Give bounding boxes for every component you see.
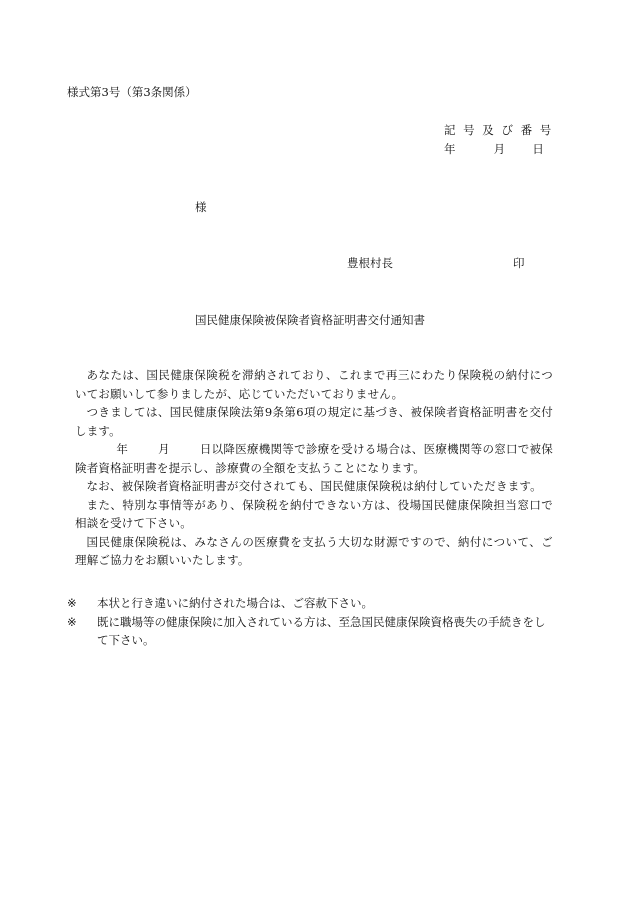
notice-body bbox=[75, 366, 553, 570]
issue-date bbox=[444, 141, 544, 157]
full-payment-text: 日以降医療機関等で診療を受ける場合は、医療機関等の窓口で被保険者資格証明書を提示し、診療費の全額を支払うことになります。 bbox=[75, 442, 554, 475]
seal-mark: 印 bbox=[513, 256, 525, 270]
addressee-suffix: 様 bbox=[195, 200, 207, 214]
sender-name: 豊根村長 bbox=[347, 256, 393, 270]
document-title: 国民健康保険被保険者資格証明書交付通知書 bbox=[195, 313, 425, 327]
date-year: 年 bbox=[444, 142, 456, 156]
paragraph-tax-obligation: なお、被保険者資格証明書が交付されても、国民健康保険税は納付していただきます。 bbox=[86, 479, 542, 493]
effective-year: 年 bbox=[116, 442, 129, 456]
reference-number-label: 記 号 及 び 番 号 bbox=[444, 123, 554, 137]
note-item bbox=[67, 594, 553, 613]
notes-list bbox=[67, 594, 553, 650]
paragraph-certificate-issuance: つきましては、国民健康保険法第9条第6項の規定に基づき、被保険者資格証明書を交付します。 bbox=[75, 405, 553, 438]
note-text: 既に職場等の健康保険に加入されている方は、至急国民健康保険資格喪失の手続きをして下さい。 bbox=[97, 614, 546, 647]
reference-mark-icon: ※ bbox=[67, 614, 77, 629]
date-month: 月 bbox=[493, 142, 506, 156]
note-item bbox=[67, 613, 553, 650]
date-day: 日 bbox=[532, 142, 544, 156]
note-text: 本状と行き違いに納付された場合は、ご容赦下さい。 bbox=[97, 596, 373, 610]
paragraph-consultation: また、特別な事情等があり、保険税を納付できない方は、役場国民健康保険担当窓口で相談を受けて下さい。 bbox=[75, 497, 553, 530]
form-number: 様式第3号（第3条関係） bbox=[67, 85, 197, 99]
reference-mark-icon: ※ bbox=[67, 596, 77, 610]
effective-month: 月 bbox=[158, 442, 170, 456]
paragraph-cooperation: 国民健康保険税は、みなさんの医療費を支払う大切な財源ですので、納付について、ご理解ご協力をお願いいたします。 bbox=[75, 534, 553, 567]
paragraph-full-payment bbox=[75, 440, 553, 477]
paragraph-delinquency: あなたは、国民健康保険税を滞納されており、これまで再三にわたり保険税の納付についてお願いして参りましたが、応じていただいておりません。 bbox=[75, 368, 553, 401]
